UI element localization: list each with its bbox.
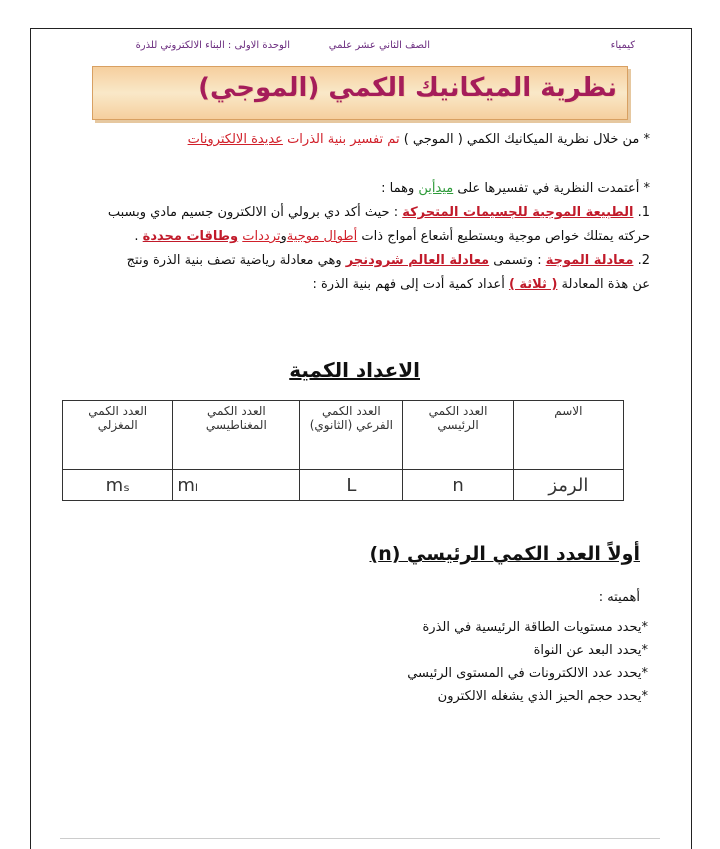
point1-line2	[134, 229, 650, 244]
point1-bold2: وطاقات محددة	[142, 229, 239, 244]
table-header-cell: العدد الكمي المغناطيسي	[173, 401, 300, 470]
table-header-row	[63, 401, 624, 470]
point2-line2-suffix: أعداد كمية أدت إلى فهم بنية الذرة :	[312, 277, 505, 292]
point2-line1	[127, 253, 650, 268]
header-subject: كيمياء	[610, 40, 635, 51]
title-banner	[92, 66, 628, 120]
table-row	[63, 470, 624, 501]
table-cell: mₗ	[173, 470, 300, 501]
point1-red1: أطوال موجية	[286, 229, 358, 244]
point1-red2: ترددات	[242, 229, 281, 244]
table-cell: الرمز	[513, 470, 623, 501]
table-header-cell: الاسم	[513, 401, 623, 470]
based-prefix: * أعتمدت النظرية في تفسيرها على	[457, 181, 650, 196]
point2-text1: : وتسمى	[493, 253, 542, 268]
quantum-numbers-table	[62, 400, 624, 501]
table-cell: n	[403, 470, 513, 501]
table-cell: L	[300, 470, 403, 501]
table-header-cell: العدد الكمي المغزلي	[63, 401, 173, 470]
point2-bold2: معادلة العالم شرودنجر	[345, 253, 490, 268]
list-item: *يحدد مستويات الطاقة الرئيسية في الذرة	[422, 620, 648, 635]
list-item: *يحدد البعد عن النواة	[533, 643, 648, 658]
intro-red-1: تم تفسير بنية الذرات	[287, 132, 400, 147]
intro-red-2: عديدة الالكترونات	[187, 132, 283, 147]
table-header-cell: العدد الكمي الرئيسي	[403, 401, 513, 470]
table-header-cell: العدد الكمي الفرعي (الثانوي)	[300, 401, 403, 470]
page-header	[60, 40, 635, 56]
point1-bold: الطبيعة الموجية للجسيمات المتحركة	[402, 205, 634, 220]
intro-line	[188, 132, 650, 147]
based-green: ميدأين	[418, 181, 454, 196]
point2-text2: وهي معادلة رياضية تصف بنية الذرة ونتج	[126, 253, 342, 268]
based-line	[381, 181, 650, 196]
point1-end: .	[134, 229, 139, 244]
list-item: *يحدد عدد الالكترونات في المستوى الرئيسي	[407, 666, 648, 681]
point2-bold3: ( ثلاثة )	[508, 277, 558, 292]
quantum-numbers-title: الاعداد الكمية	[289, 358, 420, 382]
point1-line2-prefix: حركته يمتلك خواص موجية ويستطيع أشعاع أمواج ذات	[361, 229, 650, 244]
list-item: *يحدد حجم الحيز الذي يشغله الالكترون	[437, 689, 648, 704]
point1-and: و	[280, 229, 287, 244]
header-unit: الوحدة الاولى : البناء الالكتروني للذرة	[135, 40, 290, 51]
point2-bold: معادلة الموجة	[545, 253, 634, 268]
importance-label: أهميته :	[598, 590, 640, 605]
page-title: نظرية الميكانيك الكمي (الموجي)	[198, 73, 617, 103]
header-grade: الصف الثاني عشر علمي	[328, 40, 430, 51]
point1-num: 1.	[637, 205, 650, 220]
point2-line2	[312, 277, 650, 292]
based-suffix: وهما :	[381, 181, 415, 196]
intro-prefix: * من خلال نظرية الميكانيك الكمي ( الموجي )	[403, 132, 650, 147]
point2-num: 2.	[637, 253, 650, 268]
point1-line1	[108, 205, 650, 220]
table-cell: mₛ	[63, 470, 173, 501]
point1-text: : حيث أكد دي برولي أن الالكترون جسيم مادي وبسبب	[107, 205, 399, 220]
point2-line2-prefix: عن هذة المعادلة	[561, 277, 650, 292]
importance-list	[407, 620, 648, 712]
bottom-divider	[60, 838, 660, 839]
principal-number-title: أولاً العدد الكمي الرئيسي (n)	[369, 543, 640, 565]
